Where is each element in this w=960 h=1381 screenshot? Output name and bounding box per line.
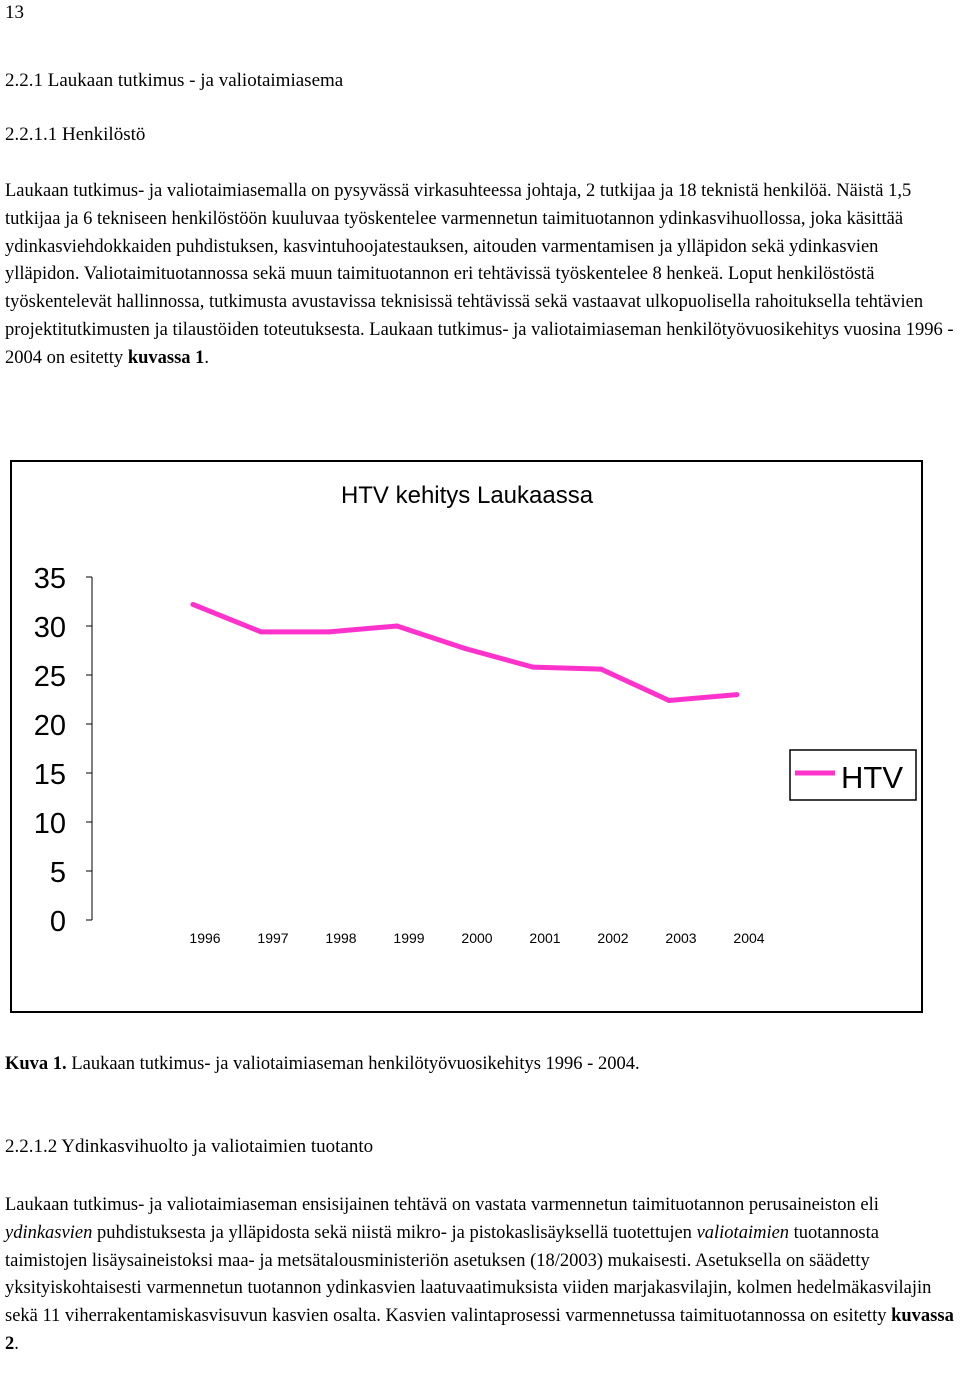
y-tick-label: 35: [33, 563, 66, 595]
data-point-htv: [667, 698, 672, 703]
y-tick-label: 30: [33, 612, 66, 644]
data-point-htv: [735, 692, 740, 697]
x-tick-label: 2001: [529, 930, 561, 946]
data-point-htv: [463, 646, 468, 651]
x-tick-label: 2000: [461, 930, 493, 946]
paragraph-end-2: .: [14, 1333, 19, 1354]
figure-caption: [5, 1054, 640, 1075]
paragraph-end: .: [204, 347, 210, 368]
figure-reference: kuvassa 1: [127, 347, 205, 368]
paragraph-staff-text: Laukaan tutkimus- ja valiotaimiasemalla on pysyvässä virkasuhteessa johtaja, 2 tutkijaa ja 18 teknistä henkilöä. Näistä 1,5 tutkijaa ja 6 tekniseen henkilöstöön kuuluvaa työskentelee varmennetun taimituotannon ydinkasvihuollossa, joka käsittää ydinkasviehdokkaiden puhdistuksen, kasvintuhoojatestauksen, aitouden varmentamisen ja ylläpidon sekä ydinkasvien ylläpidon. Valiotaimituotannossa sekä muun taimituotannon eri tehtävissä työskentelee 8 henkeä. Loput henkilöstöstä työskentelevät hallinnossa, tutkimusta avustavissa teknisissä tehtävissä sekä vastaavat ulkopuolisella rahoituksella tehtävien projektitutkimusten ja tilaustöiden toteutuksesta. Laukaan tutkimus- ja valiotaimiaseman henkilötyövuosikehitys vuosina 1996 - 2004 on esitetty: [5, 181, 954, 368]
paragraph-text-a: Laukaan tutkimus- ja valiotaimiaseman ensisijainen tehtävä on vastata varmennetun taimituotannon perusaineiston eli: [5, 1195, 879, 1215]
x-tick-label: 2002: [597, 930, 629, 946]
x-tick-label: 1998: [325, 930, 357, 946]
page-number: 13: [5, 2, 24, 23]
data-point-htv: [395, 624, 400, 629]
paragraph-staff: [5, 178, 955, 373]
data-point-htv: [191, 602, 196, 607]
x-tick-label: 1997: [257, 930, 289, 946]
paragraph-nuclear-stock: [5, 1192, 955, 1359]
data-point-htv: [259, 629, 264, 634]
y-tick-label: 25: [33, 661, 66, 693]
data-point-htv: [599, 667, 604, 672]
paragraph-text-b: puhdistuksesta ja ylläpidosta sekä niistä mikro- ja pistokaslisäyksellä tuotettujen: [92, 1222, 697, 1243]
x-tick-label: 2004: [733, 930, 765, 946]
y-tick-label: 20: [33, 710, 66, 742]
data-point-htv: [531, 665, 536, 670]
data-point-htv: [327, 629, 332, 634]
figure-reference-2: kuvassa 2: [5, 1306, 954, 1354]
figure-caption-label: Kuva 1.: [5, 1054, 67, 1074]
italic-term-elite-plants: valiotaimien: [696, 1222, 790, 1243]
section-heading: 2.2.1 Laukaan tutkimus - ja valiotaimiasema: [5, 70, 344, 91]
series-line-htv: [193, 604, 737, 700]
chart-title: HTV kehitys Laukaassa: [340, 482, 594, 509]
x-tick-label: 2003: [665, 930, 697, 946]
y-tick-label: 10: [33, 808, 66, 840]
legend-label-htv: HTV: [841, 760, 903, 795]
htv-line-chart: [10, 460, 923, 1013]
paragraph-text-c: tuotannosta taimistojen lisäysaineistoksi maa- ja metsätalousministeriön asetuksen (18/2003) mukaisesti. Asetuksella on säädetty yksityiskohtaisesti varmennetun tuotannon ydinkasvien laatuvaatimuksista viiden marjakasvilajin, kolmen hedelmäkasvilajin sekä 11 viherrakentamiskasvisuvun kasvien osalta. Kasvien valintaprosessi varmennetussa taimituotannossa on esitetty: [5, 1222, 932, 1327]
x-tick-label: 1996: [189, 930, 221, 946]
y-tick-label: 15: [33, 759, 66, 791]
figure-caption-text: Laukaan tutkimus- ja valiotaimiaseman henkilötyövuosikehitys 1996 - 2004.: [66, 1054, 640, 1074]
y-tick-label: 5: [49, 857, 66, 889]
italic-term-nuclear-plants: ydinkasvien: [5, 1222, 93, 1243]
subsection-heading-staff: 2.2.1.1 Henkilöstö: [5, 124, 146, 145]
subsection-heading-nuclear-stock: 2.2.1.2 Ydinkasvihuolto ja valiotaimien tuotanto: [5, 1136, 374, 1157]
y-tick-label: 0: [49, 906, 66, 938]
x-tick-label: 1999: [393, 930, 425, 946]
